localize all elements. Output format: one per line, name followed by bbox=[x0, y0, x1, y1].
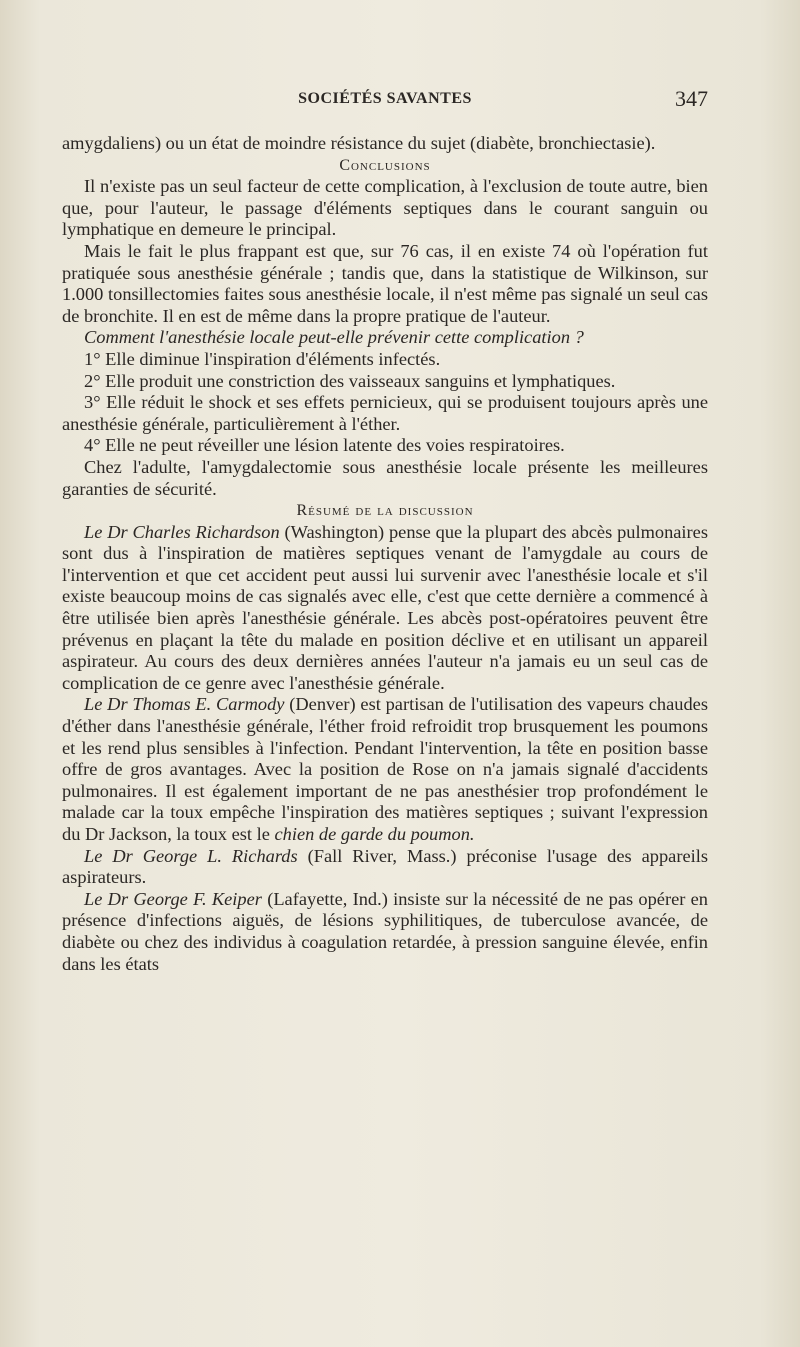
page-body bbox=[62, 133, 708, 975]
page-header bbox=[62, 86, 708, 120]
running-head: SOCIÉTÉS SAVANTES bbox=[298, 90, 472, 107]
speaker-name: Le Dr Thomas E. Carmody bbox=[84, 694, 285, 715]
quote-text: chien de garde du poumon. bbox=[274, 824, 475, 844]
discussion-text: (Lafayette, Ind.) insiste sur la nécessité de ne pas opérer en présence d'infections aiguës, de lésions syphilitiques, de tuberculose avancée, de diabète ou chez des individus à coagulation retardée, à pression sanguine élevée, enfin dans les états bbox=[62, 888, 708, 974]
page-number: 347 bbox=[675, 86, 708, 111]
discussion-keiper bbox=[62, 889, 708, 975]
discussion-text: (Denver) est partisan de l'utilisation des vapeurs chaudes d'éther dans l'anesthésie générale, l'éther froid refroidit trop brusquement les poumons et les rend plus sensibles à l'infection. Pendant l'intervention, la tête en position basse offre de gros avantages. Avec la position de Rose on n'a jamais signalé d'accidents pulmonaires. Il est également important de ne pas anesthésier trop profondément le malade car la toux empêche l'inspiration des matières septiques ; suivant l'expression du Dr Jackson, la toux est le bbox=[62, 694, 708, 844]
question-line: Comment l'anesthésie locale peut-elle prévenir cette complication ? bbox=[84, 327, 584, 348]
discussion-text: (Fall River, Mass.) préconise l'usage des appareils aspirateurs. bbox=[62, 845, 708, 888]
section-heading-label: Conclusions bbox=[339, 156, 431, 174]
speaker-name: Le Dr Charles Richardson bbox=[84, 521, 280, 542]
speaker-name: Le Dr George L. Richards bbox=[84, 845, 298, 866]
section-heading-label: Résumé de la discussion bbox=[296, 502, 474, 520]
speaker-name: Le Dr George F. Keiper bbox=[84, 888, 262, 909]
paragraph-adult: Chez l'adulte, l'amygdalectomie sous anesthésie locale présente les meilleures garanties de sécurité. bbox=[62, 456, 708, 499]
discussion-richards bbox=[62, 846, 708, 889]
discussion-carmody bbox=[62, 694, 708, 845]
discussion-richardson bbox=[62, 522, 708, 695]
section-heading-resume bbox=[62, 500, 708, 522]
list-item-2: 2° Elle produit une constriction des vaisseaux sanguins et lymphatiques. bbox=[84, 370, 616, 391]
list-item-3: 3° Elle réduit le shock et ses effets pernicieux, qui se produisent toujours après une anesthésie générale, particulièrement à l'éther. bbox=[62, 392, 708, 434]
discussion-text: (Washington) pense que la plupart des abcès pulmonaires sont dus à l'inspiration de matières septiques venant de l'amygdale au cours de l'intervention et que cet accident peut aussi lui survenir avec l'anesthésie locale et s'il existe beaucoup moins de cas signalés avec elle, c'est que cette dernière a commencé à être utilisée bien après l'anesthésie générale. Les abcès post-opératoires peuvent être prévenus en plaçant la tête du malade en position déclive et en utilisant un appareil aspirateur. Au cours des deux dernières années l'auteur n'a jamais eu un seul cas de complication de ce genre avec l'anesthésie générale. bbox=[62, 521, 708, 693]
section-heading-conclusions bbox=[62, 155, 708, 177]
list-item-1: 1° Elle diminue l'inspiration d'éléments infectés. bbox=[84, 348, 441, 369]
paragraph-statistics: Mais le fait le plus frappant est que, sur 76 cas, il en existe 74 où l'opération fut pratiquée sous anesthésie générale ; tandis que, dans la statistique de Wilkinson, sur 1.000 tonsillectomies faites sous anesthésie locale, il n'est même pas signalé un seul cas de bronchite. Il en est de même dans la propre pratique de l'auteur. bbox=[62, 240, 708, 326]
paragraph-continuation: amygdaliens) ou un état de moindre résistance du sujet (diabète, bronchiectasie). bbox=[62, 133, 656, 153]
list-item-4: 4° Elle ne peut réveiller une lésion latente des voies respiratoires. bbox=[84, 435, 565, 456]
paragraph-factor: Il n'existe pas un seul facteur de cette complication, à l'exclusion de toute autre, bien que, pour l'auteur, le passage d'éléments septiques dans le courant sanguin ou lymphatique en demeure le principal. bbox=[62, 176, 708, 240]
